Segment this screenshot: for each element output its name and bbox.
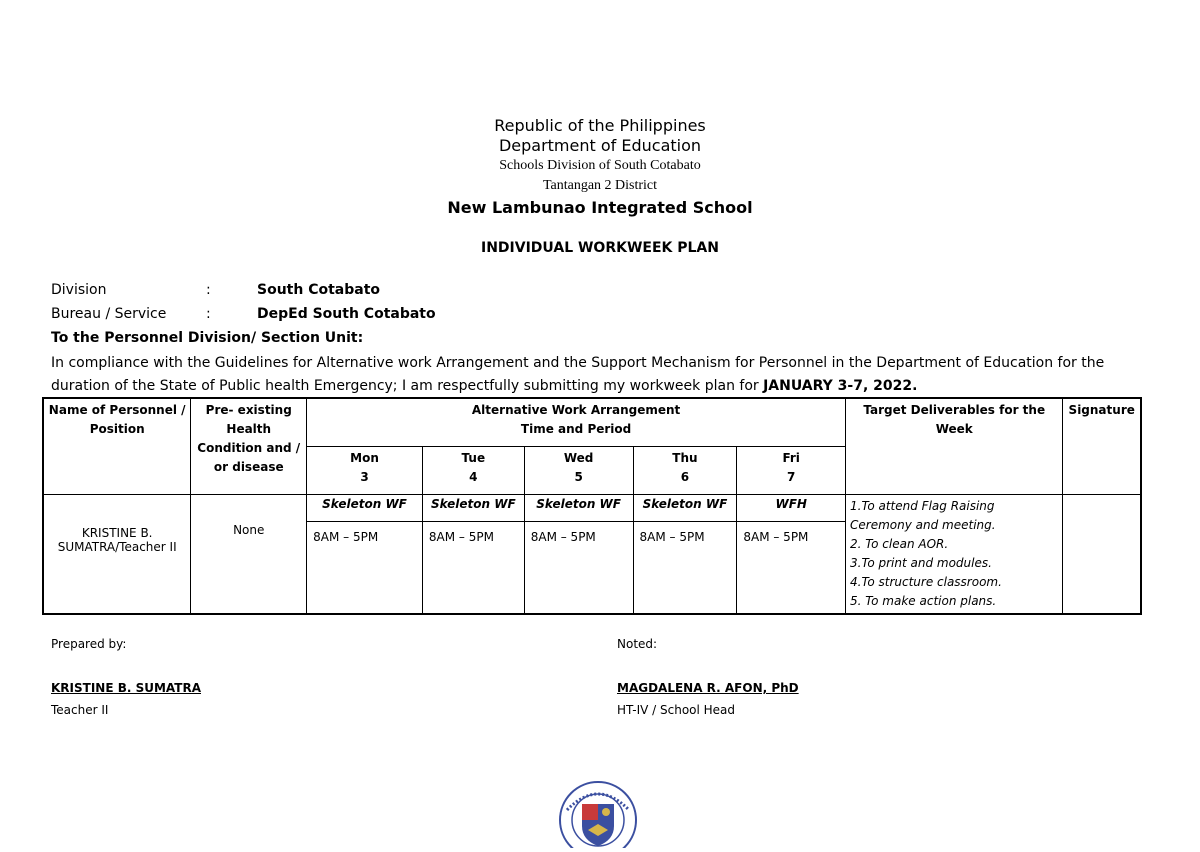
personnel-cell: KRISTINE B. SUMATRA/Teacher II bbox=[43, 494, 191, 614]
day-header-wed bbox=[524, 446, 633, 494]
noted-by-block bbox=[617, 636, 799, 718]
workweek-plan-table bbox=[42, 397, 1142, 615]
mode-wed: Skeleton WF bbox=[524, 494, 633, 522]
day-name: Fri bbox=[782, 450, 800, 465]
noted-label: Noted: bbox=[617, 637, 658, 651]
deliverable-item: 3.To print and modules. bbox=[850, 555, 992, 570]
header-department: Department of Education bbox=[498, 136, 702, 155]
header-signature: Signature bbox=[1063, 398, 1141, 494]
time-thu: 8AM – 5PM bbox=[633, 522, 737, 614]
header-awa-subtitle: Time and Period bbox=[520, 422, 632, 436]
division-colon: : bbox=[206, 282, 211, 298]
condition-cell: None bbox=[191, 494, 307, 614]
signature-cell bbox=[1063, 494, 1141, 614]
mode-thu: Skeleton WF bbox=[633, 494, 737, 522]
division-label: Division bbox=[51, 282, 107, 298]
bureau-colon: : bbox=[206, 306, 211, 322]
compliance-text: In compliance with the Guidelines for Alternative work Arrangement and the Support Mechanism for Personnel in the Department of Education for the duration of the State of Public health Emergency; I am respectfully submitting my workweek plan for bbox=[51, 355, 1105, 394]
deliverable-item: 1.To attend Flag Raising Ceremony and meeting. bbox=[850, 498, 996, 532]
header-health-condition: Pre- existing Health Condition and / or disease bbox=[191, 398, 307, 494]
day-number: 6 bbox=[680, 469, 690, 484]
deliverable-item: 5. To make action plans. bbox=[850, 593, 997, 608]
compliance-date: JANUARY 3-7, 2022. bbox=[763, 378, 918, 394]
document-title: INDIVIDUAL WORKWEEK PLAN bbox=[481, 240, 719, 256]
day-number: 4 bbox=[469, 469, 478, 484]
day-number: 5 bbox=[574, 469, 583, 484]
mode-mon: Skeleton WF bbox=[307, 494, 423, 522]
header-awa-title: Alternative Work Arrangement bbox=[471, 403, 681, 417]
header-deliverables: Target Deliverables for the Week bbox=[846, 398, 1063, 494]
deliverable-item: 4.To structure classroom. bbox=[850, 574, 1002, 589]
prepared-name: KRISTINE B. SUMATRA bbox=[51, 681, 201, 695]
header-district: Tantangan 2 District bbox=[542, 178, 658, 193]
day-name: Tue bbox=[461, 450, 486, 465]
day-header-mon bbox=[307, 446, 423, 494]
time-tue: 8AM – 5PM bbox=[422, 522, 524, 614]
time-fri: 8AM – 5PM bbox=[737, 522, 846, 614]
bureau-value: DepEd South Cotabato bbox=[257, 306, 436, 322]
mode-fri: WFH bbox=[737, 494, 846, 522]
deliverable-item: 2. To clean AOR. bbox=[850, 536, 949, 551]
time-wed: 8AM – 5PM bbox=[524, 522, 633, 614]
day-number: 3 bbox=[360, 469, 369, 484]
header-republic: Republic of the Philippines bbox=[494, 116, 706, 135]
division-value: South Cotabato bbox=[257, 282, 381, 298]
noted-position: HT-IV / School Head bbox=[617, 703, 736, 717]
compliance-paragraph bbox=[51, 352, 1161, 398]
header-school-name: New Lambunao Integrated School bbox=[447, 198, 753, 217]
addressee-line: To the Personnel Division/ Section Unit: bbox=[51, 330, 364, 346]
day-name: Thu bbox=[672, 450, 698, 465]
mode-tue: Skeleton WF bbox=[422, 494, 524, 522]
time-mon: 8AM – 5PM bbox=[307, 522, 423, 614]
deliverables-cell bbox=[846, 494, 1063, 614]
prepared-position: Teacher II bbox=[51, 703, 109, 717]
letterhead bbox=[0, 116, 1200, 220]
day-name: Mon bbox=[350, 450, 379, 465]
prepared-by-block bbox=[51, 636, 201, 718]
prepared-label: Prepared by: bbox=[51, 637, 127, 651]
day-header-tue bbox=[422, 446, 524, 494]
deped-seal-icon bbox=[555, 780, 641, 848]
header-awa bbox=[307, 398, 846, 446]
noted-name: MAGDALENA R. AFON, PhD bbox=[617, 681, 799, 695]
bureau-label: Bureau / Service bbox=[51, 306, 167, 322]
day-header-fri bbox=[737, 446, 846, 494]
day-name: Wed bbox=[563, 450, 594, 465]
header-name-position: Name of Personnel / Position bbox=[43, 398, 191, 494]
header-division: Schools Division of South Cotabato bbox=[499, 158, 701, 173]
day-number: 7 bbox=[787, 469, 796, 484]
day-header-thu bbox=[633, 446, 737, 494]
